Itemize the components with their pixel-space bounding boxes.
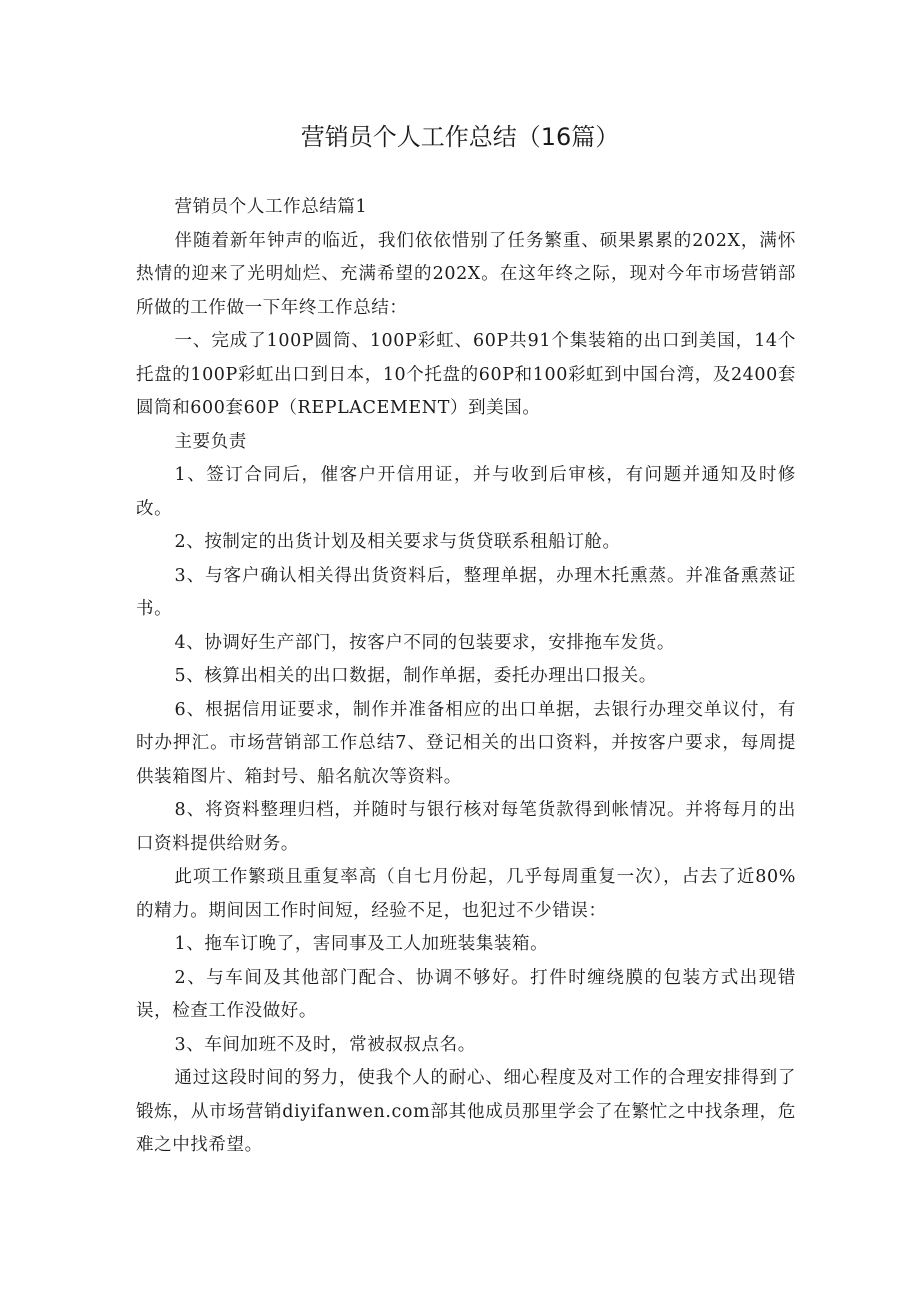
paragraph: 3、与客户确认相关得出货资料后，整理单据，办理木托熏蒸。并准备熏蒸证书。 bbox=[136, 565, 796, 619]
paragraph: 6、根据信用证要求，制作并准备相应的出口单据，去银行办理交单议付，有时办押汇。市场营销部工作总结7、登记相关的出口资料，并按客户要求，每周提供装箱图片、箱封号、船名航次等资料。 bbox=[136, 699, 796, 787]
paragraph: 营销员个人工作总结篇1 bbox=[174, 197, 368, 217]
paragraph: 4、协调好生产部门，按客户不同的包装要求，安排拖车发货。 bbox=[174, 632, 675, 653]
paragraph: 主要负责 bbox=[174, 431, 247, 452]
paragraph: 1、签订合同后，催客户开信用证，并与收到后审核，有问题并通知及时修改。 bbox=[136, 465, 796, 519]
paragraph: 8、将资料整理归档，并随时与银行核对每笔货款得到帐情况。并将每月的出口资料提供给财务。 bbox=[136, 800, 796, 854]
paragraph: 2、与车间及其他部门配合、协调不够好。打件时缠绕膜的包装方式出现错误，检查工作没做好。 bbox=[136, 967, 796, 1021]
paragraph: 5、核算出相关的出口数据，制作单据，委托办理出口报关。 bbox=[174, 666, 657, 686]
paragraph: 通过这段时间的努力，使我个人的耐心、细心程度及对工作的合理安排得到了锻炼，从市场营销diyifanwen.com部其他成员那里学会了在繁忙之中找条理，危难之中找希望。 bbox=[136, 1068, 796, 1155]
document-body bbox=[136, 191, 796, 1163]
document-title: 营销员个人工作总结（16篇） bbox=[300, 123, 620, 151]
paragraph: 伴随着新年钟声的临近，我们依依惜别了任务繁重、硕果累累的202X，满怀热情的迎来了光明灿烂、充满希望的202X。在这年终之际，现对今年市场营销部所做的工作做一下年终工作总结： bbox=[136, 230, 796, 318]
paragraph: 2、按制定的出货计划及相关要求与货贷联系租船订舱。 bbox=[174, 532, 621, 552]
paragraph: 此项工作繁琐且重复率高（自七月份起，几乎每周重复一次），占去了近80%的精力。期间因工作时间短，经验不足，也犯过不少错误： bbox=[136, 867, 796, 921]
paragraph: 一、完成了100P圆筒、100P彩虹、60P共91个集装箱的出口到美国，14个托盘的100P彩虹出口到日本，10个托盘的60P和100彩虹到中国台湾，及2400套圆筒和600套60P（REPLACEMENT）到美国。 bbox=[136, 331, 796, 418]
paragraph: 3、车间加班不及时，常被叔叔点名。 bbox=[174, 1034, 476, 1055]
paragraph: 1、拖车订晚了，害同事及工人加班装集装箱。 bbox=[174, 934, 549, 954]
